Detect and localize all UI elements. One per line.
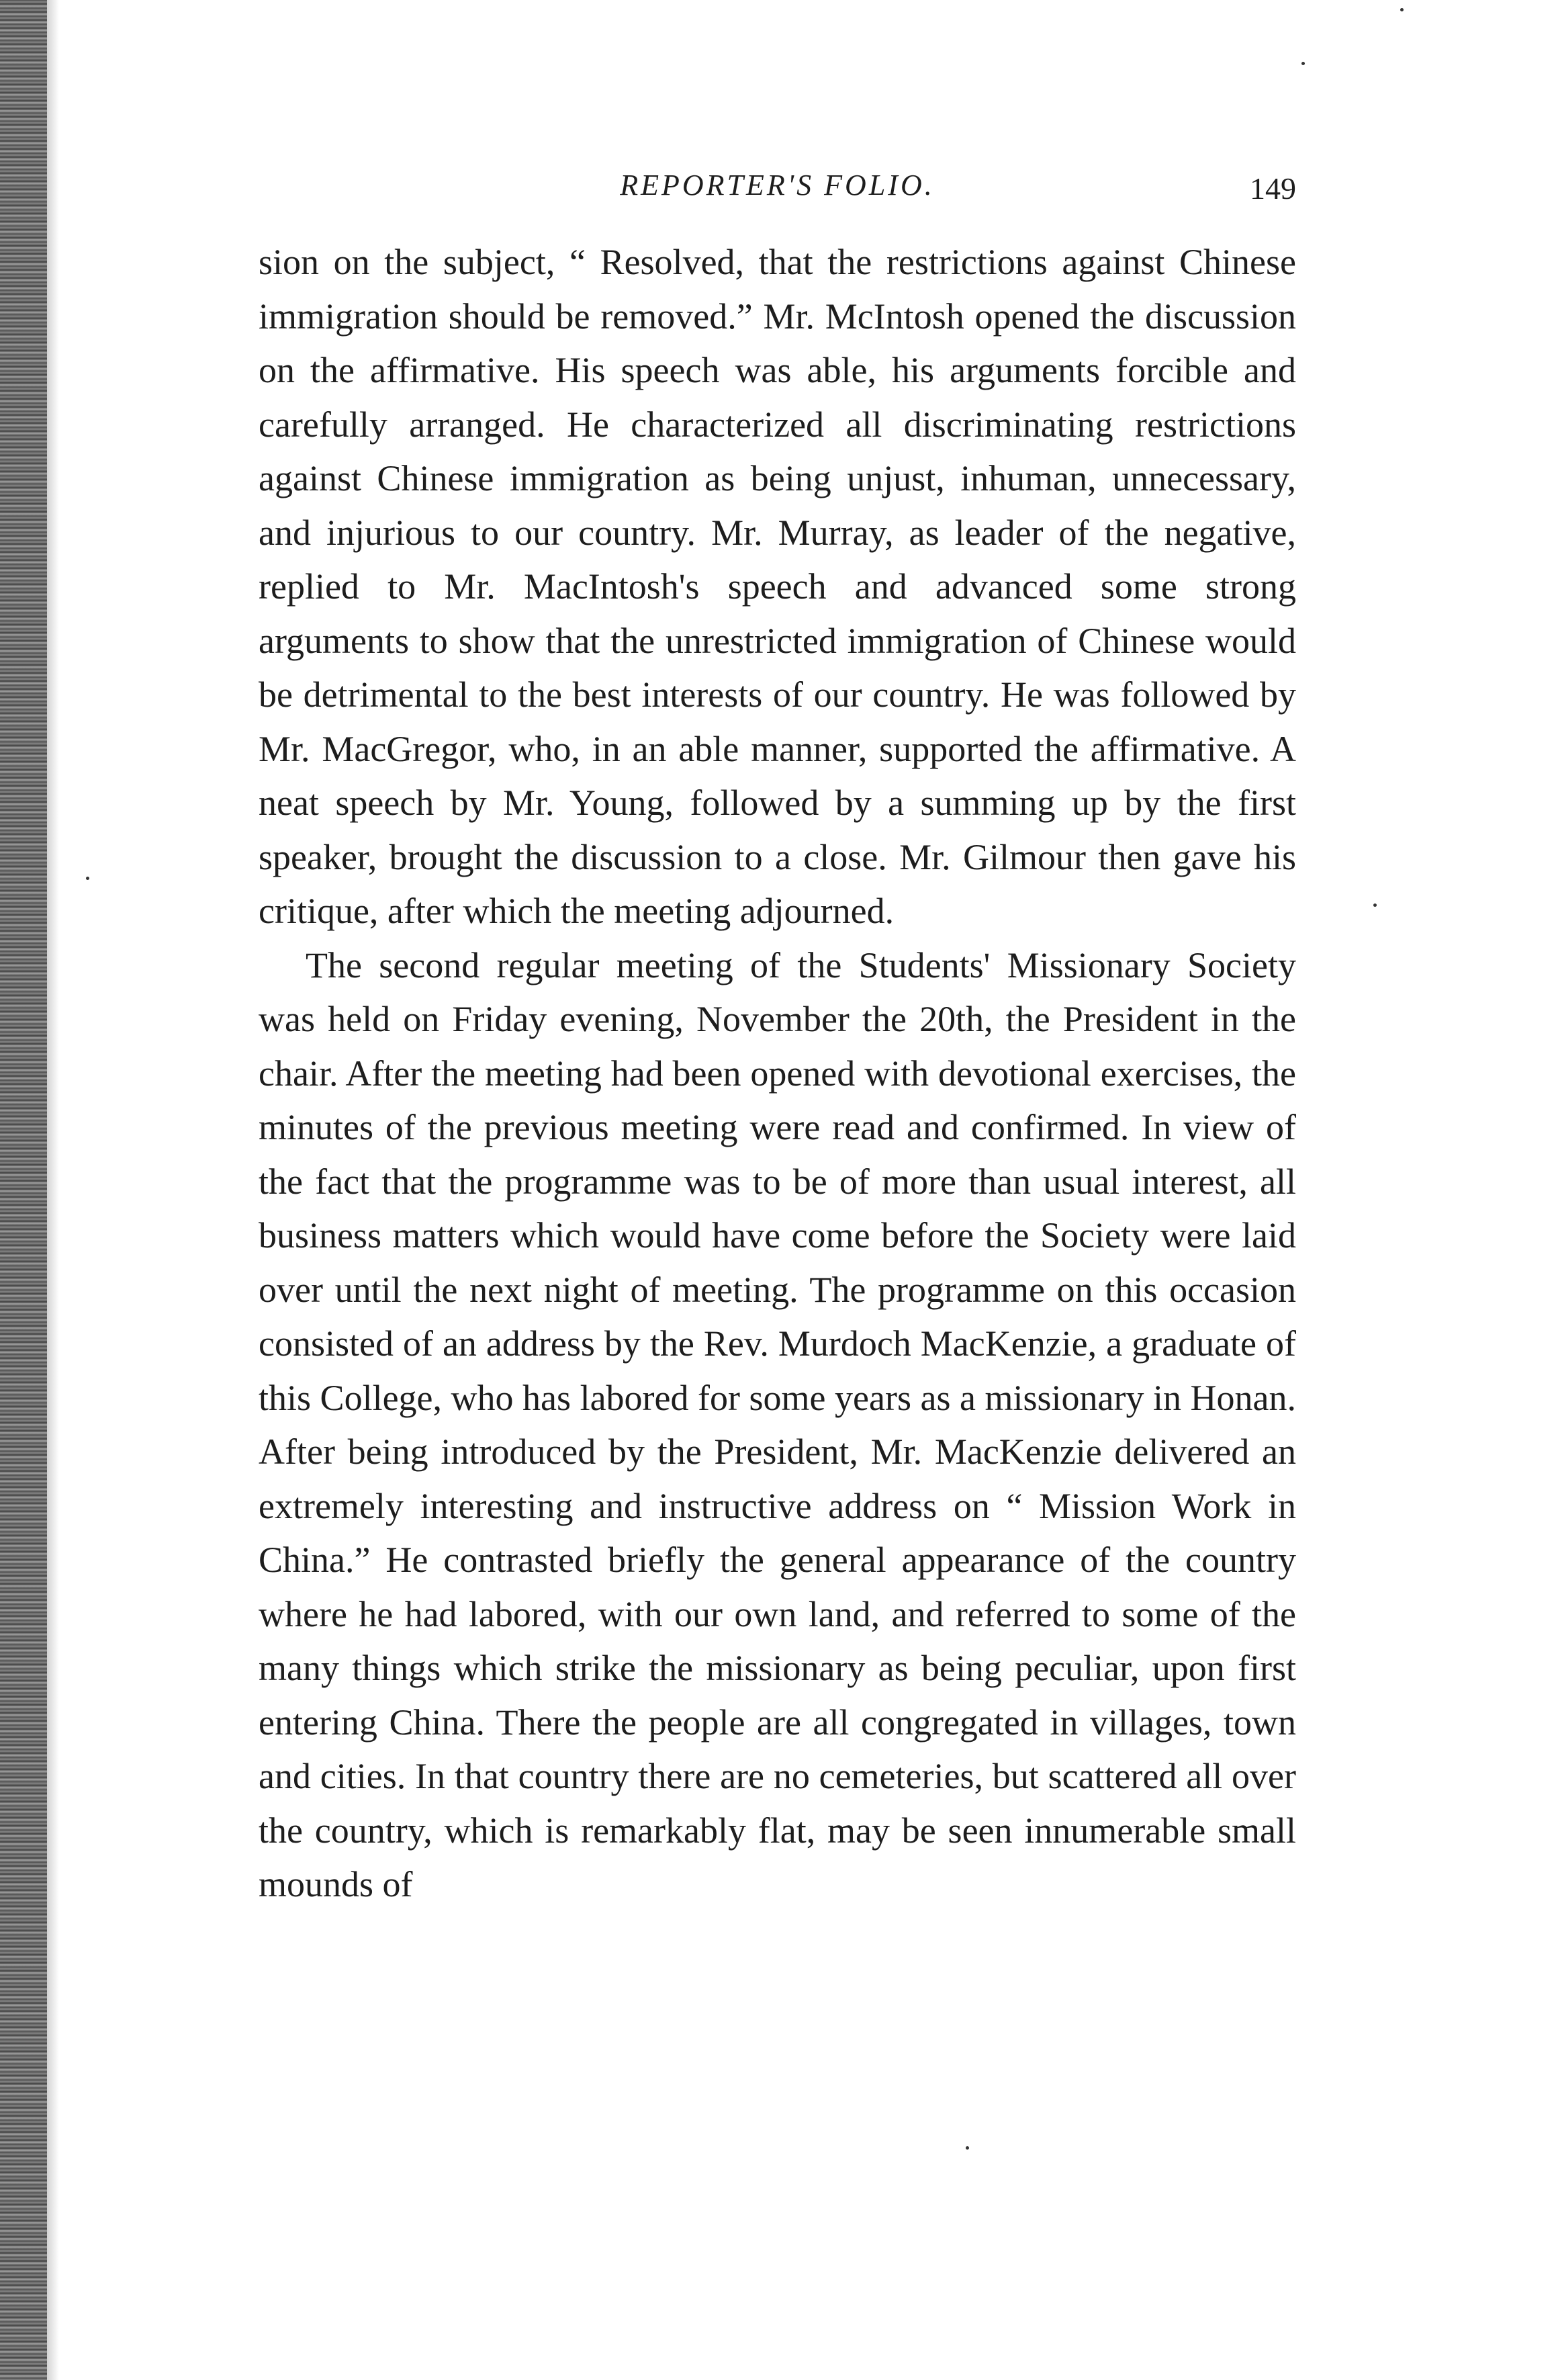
paragraph-missionary-society: The second regular meeting of the Students' Missionary Society was held on Friday evening, November the 20th, the President in the chair. After the meeting had been opened with devotional exercises, the minutes of the previous meeting were read and confirmed. In view of the fact that the programme was to be of more than usual interest, all business matters which would have come before the Society were laid over until the next night of meeting. The programme on this occasion consisted of an address by the Rev. Murdoch MacKenzie, a graduate of this College, who has labored for some years as a missionary in Honan. After being introduced by the President, Mr. MacKenzie delivered an extremely interesting and instructive address on “ Mission Work in China.” He contrasted briefly the general appearance of the country where he had labored, with our own land, and referred to some of the many things which strike the missionary as being peculiar, upon first entering China. There the people are all congregated in villages, town and cities. In that country there are no cemeteries, but scattered all over the country, which is remarkably flat, may be seen innumerable small mounds of: [259, 944, 1296, 1904]
paragraph-continuation: sion on the subject, “ Resolved, that the restrictions against Chinese immigration should be removed.” Mr. McIntosh opened the discussion on the affirmative. His speech was able, his arguments forcible and carefully arranged. He characterized all discriminating restrictions against Chinese immigration as being unjust, inhuman, unnecessary, and injurious to our country. Mr. Murray, as leader of the negative, replied to Mr. MacIntosh's speech and advanced some strong arguments to show that the unrestricted immigration of Chinese would be detrimental to the best interests of our country. He was followed by Mr. MacGregor, who, in an able manner, supported the affirmative. A neat speech by Mr. Young, followed by a summing up by the first speaker, brought the discussion to a close. Mr. Gilmour then gave his critique, after which the meeting adjourned.: [259, 242, 1296, 931]
page-number: 149: [1250, 171, 1296, 206]
ink-speck: [1301, 62, 1305, 65]
page-binding-edge: [0, 0, 47, 2380]
body-text: [259, 235, 1296, 1912]
ink-speck: [1400, 8, 1404, 11]
page-header: [259, 168, 1296, 215]
ink-speck: [86, 877, 89, 880]
ink-speck: [966, 2146, 969, 2150]
running-head: REPORTER'S FOLIO.: [620, 169, 935, 202]
ink-speck: [1373, 903, 1377, 907]
